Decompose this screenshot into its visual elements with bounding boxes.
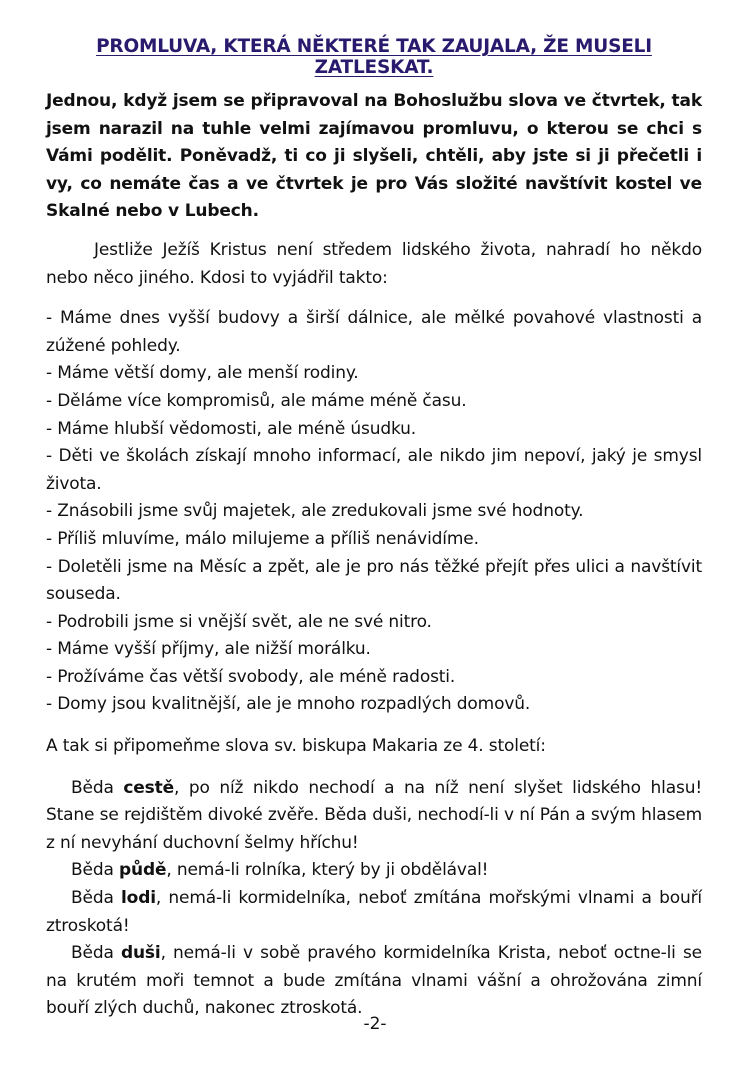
list-item: - Příliš mluvíme, málo milujeme a příliš nenávidíme. bbox=[46, 528, 479, 549]
quote-block bbox=[46, 775, 702, 1023]
quote-text: , nemá-li v sobě pravého kormidelníka Krista, neboť octne-li se na krutém moři temnot a bude zmítána vlnami vášní a ohrožována zimní bouří zlých duchů, nakonec ztroskotá. bbox=[46, 943, 702, 1019]
list-item: - Děláme více kompromisů, ale máme méně času. bbox=[46, 390, 467, 411]
list-item: - Máme hlubší vědomosti, ale méně úsudku. bbox=[46, 418, 417, 439]
list-item: - Máme dnes vyšší budovy a širší dálnice, ale mělké povahové vlastnosti a zúžené pohledy. bbox=[46, 308, 702, 356]
quote-text: Běda bbox=[71, 888, 121, 909]
list-item: - Domy jsou kvalitnější, ale je mnoho rozpadlých domovů. bbox=[46, 694, 531, 715]
quote-paragraph bbox=[46, 775, 702, 858]
list-item: - Máme vyšší příjmy, ale nižší morálku. bbox=[46, 639, 371, 660]
quote-keyword: půdě bbox=[118, 860, 167, 881]
intro-paragraph: Jednou, když jsem se připravoval na Bohoslužbu slova ve čtvrtek, tak jsem narazil na tuhle velmi zajímavou promluvu, o kterou se chci s Vámi podělit. Poněvadž, ti co ji slyšeli, chtěli, aby jste si ji přečetli i vy, co nemáte čas a ve čtvrtek je pro Vás složité navštívit kostel ve Skalné nebo v Lubech. bbox=[46, 91, 702, 222]
list-item: - Děti ve školách získají mnoho informací, ale nikdo jim nepoví, jaký je smysl života. bbox=[46, 446, 702, 494]
quote-text: Běda bbox=[71, 777, 124, 798]
page-title: PROMLUVA, KTERÁ NĚKTERÉ TAK ZAUJALA, ŽE MUSELI ZATLESKAT. bbox=[96, 36, 652, 78]
statements-list bbox=[46, 305, 702, 719]
list-item: - Prožíváme čas větší svobody, ale méně radosti. bbox=[46, 666, 456, 687]
list-item: - Doletěli jsme na Měsíc a zpět, ale je pro nás těžké přejít přes ulici a navštívit souseda. bbox=[46, 556, 702, 605]
quote-text: Běda bbox=[71, 860, 119, 881]
paragraph-2: A tak si připomeňme slova sv. biskupa Makaria ze 4. století: bbox=[46, 736, 546, 757]
quote-paragraph bbox=[46, 885, 702, 940]
list-item: - Podrobili jsme si vnější svět, ale ne své nitro. bbox=[46, 611, 432, 632]
page-number: -2- bbox=[363, 1014, 387, 1034]
list-item: - Máme větší domy, ale menší rodiny. bbox=[46, 363, 359, 384]
quote-text: Běda bbox=[71, 943, 121, 964]
list-item: - Znásobili jsme svůj majetek, ale zredukovali jsme své hodnoty. bbox=[46, 501, 584, 522]
quote-keyword: duši bbox=[120, 943, 161, 964]
quote-keyword: lodi bbox=[121, 888, 156, 909]
quote-text: , nemá-li rolníka, který by ji obdělával! bbox=[166, 860, 489, 881]
quote-text: , po níž nikdo nechodí a na níž není slyšet lidského hlasu! Stane se rejdištěm divoké zvěře. Běda duši, nechodí-li v ní Pán a svým hlasem z ní nevyhání duchovní šelmy hříchu! bbox=[46, 777, 703, 853]
quote-paragraph bbox=[46, 857, 702, 885]
quote-paragraph bbox=[46, 940, 702, 1023]
quote-text: , nemá-li kormidelníka, neboť zmítána mořskými vlnami a bouří ztroskotá! bbox=[46, 888, 703, 936]
quote-keyword: cestě bbox=[123, 777, 174, 798]
paragraph-1: Jestliže Ježíš Kristus není středem lidského života, nahradí ho někdo nebo něco jiného. Kdosi to vyjádřil takto: bbox=[46, 239, 702, 288]
